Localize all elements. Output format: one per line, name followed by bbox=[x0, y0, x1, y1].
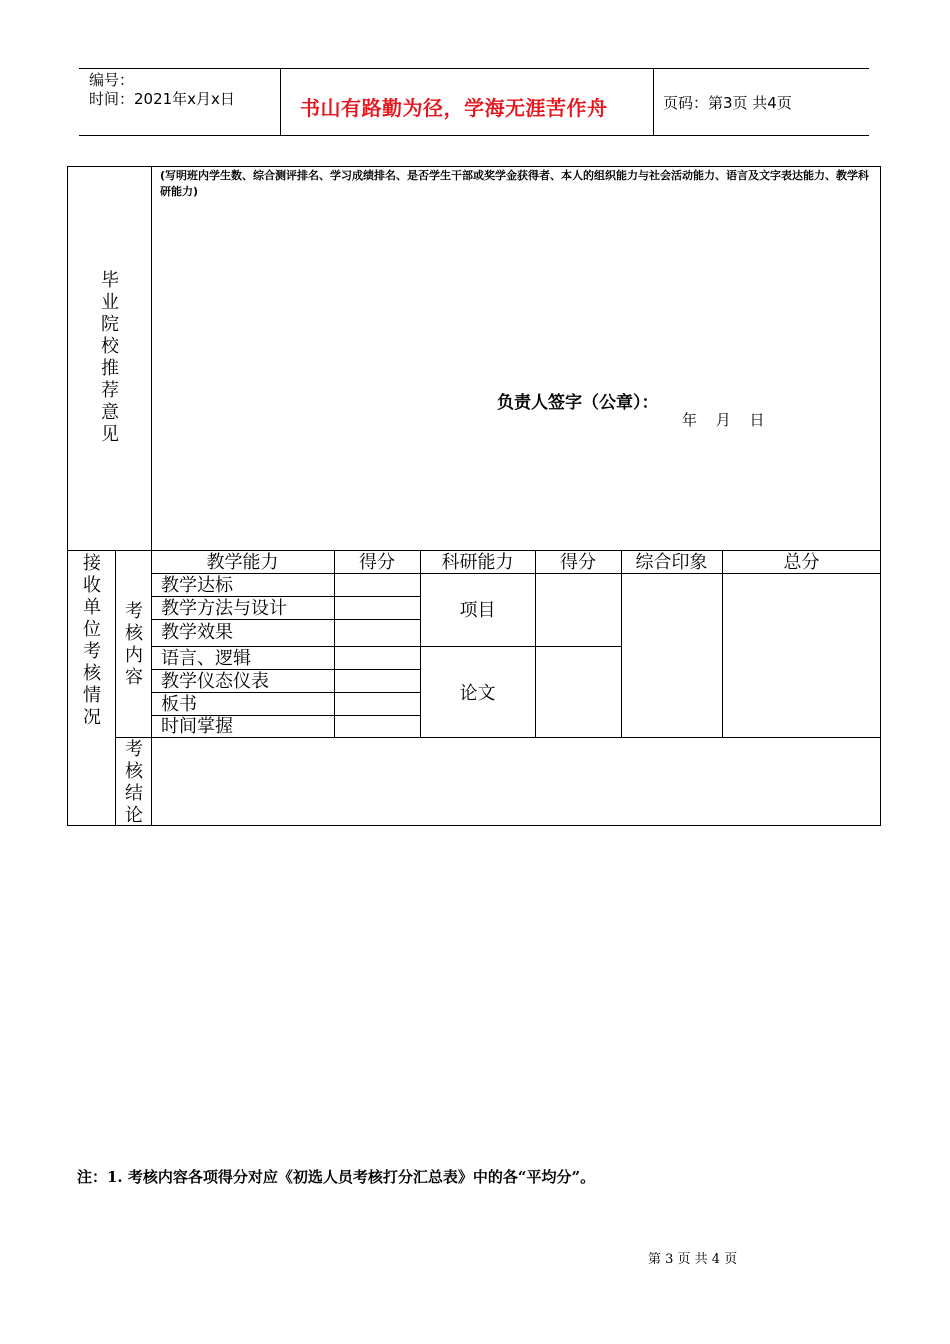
col-divider-1 bbox=[334, 550, 335, 738]
header-score-1: 得分 bbox=[359, 552, 395, 573]
teaching-item: 教学效果 bbox=[161, 622, 233, 643]
header-motto: 书山有路勤为径，学海无涯苦作舟 bbox=[300, 96, 608, 120]
header-score-2: 得分 bbox=[560, 552, 596, 573]
research-item-project: 项目 bbox=[459, 600, 496, 621]
teaching-item: 语言、逻辑 bbox=[161, 648, 251, 669]
teaching-item: 教学方法与设计 bbox=[161, 598, 287, 619]
col-divider-4 bbox=[621, 550, 622, 738]
header-overall-impression: 综合印象 bbox=[635, 552, 708, 573]
footnote: 注：1. 考核内容各项得分对应《初选人员考核打分汇总表》中的各“平均分”。 bbox=[77, 1168, 596, 1186]
page-info: 页码：第3页 共4页 bbox=[663, 94, 792, 112]
recommend-instruction: (写明班内学生数、综合测评排名、学习成绩排名、是否学生干部或奖学金获得者、本人的组织能力与社会活动能力、语言及文字表达能力、教学科研能力) bbox=[160, 169, 870, 198]
header-teaching-ability: 教学能力 bbox=[206, 552, 279, 573]
section-divider bbox=[67, 550, 881, 551]
header-divider-left bbox=[280, 68, 281, 136]
signature-label: 负责人签字（公章）： bbox=[497, 393, 659, 413]
header-divider-right bbox=[653, 68, 654, 136]
teaching-item: 教学达标 bbox=[161, 575, 233, 596]
teaching-item: 教学仪态仪表 bbox=[161, 671, 269, 692]
conclusion-label: 考核结论 bbox=[125, 739, 143, 826]
header-total-score: 总分 bbox=[783, 552, 820, 573]
col-divider-3 bbox=[535, 550, 536, 738]
col-divider-2 bbox=[420, 550, 421, 738]
header-bottom-rule bbox=[79, 135, 869, 136]
document-time-label: 时间：2021年x月x日 bbox=[89, 90, 235, 108]
teaching-item: 板书 bbox=[161, 694, 197, 715]
assessment-title: 接收单位考核情况 bbox=[83, 553, 101, 728]
document-number-label: 编号： bbox=[89, 71, 135, 89]
assessment-label-divider bbox=[151, 550, 152, 826]
teaching-item: 时间掌握 bbox=[161, 716, 233, 737]
header-top-rule bbox=[79, 68, 869, 69]
row-rule-3 bbox=[151, 646, 621, 647]
signature-date: 年 月 日 bbox=[682, 411, 765, 429]
content-label: 考核内容 bbox=[125, 601, 143, 688]
header-research-ability: 科研能力 bbox=[441, 552, 514, 573]
research-item-paper: 论文 bbox=[459, 683, 496, 704]
recommend-title: 毕业院校推荐意见 bbox=[101, 270, 119, 445]
col-divider-5 bbox=[722, 550, 723, 738]
assessment-outer-divider bbox=[115, 550, 116, 826]
page-footer: 第 3 页 共 4 页 bbox=[648, 1252, 738, 1267]
recommend-divider bbox=[151, 166, 152, 551]
